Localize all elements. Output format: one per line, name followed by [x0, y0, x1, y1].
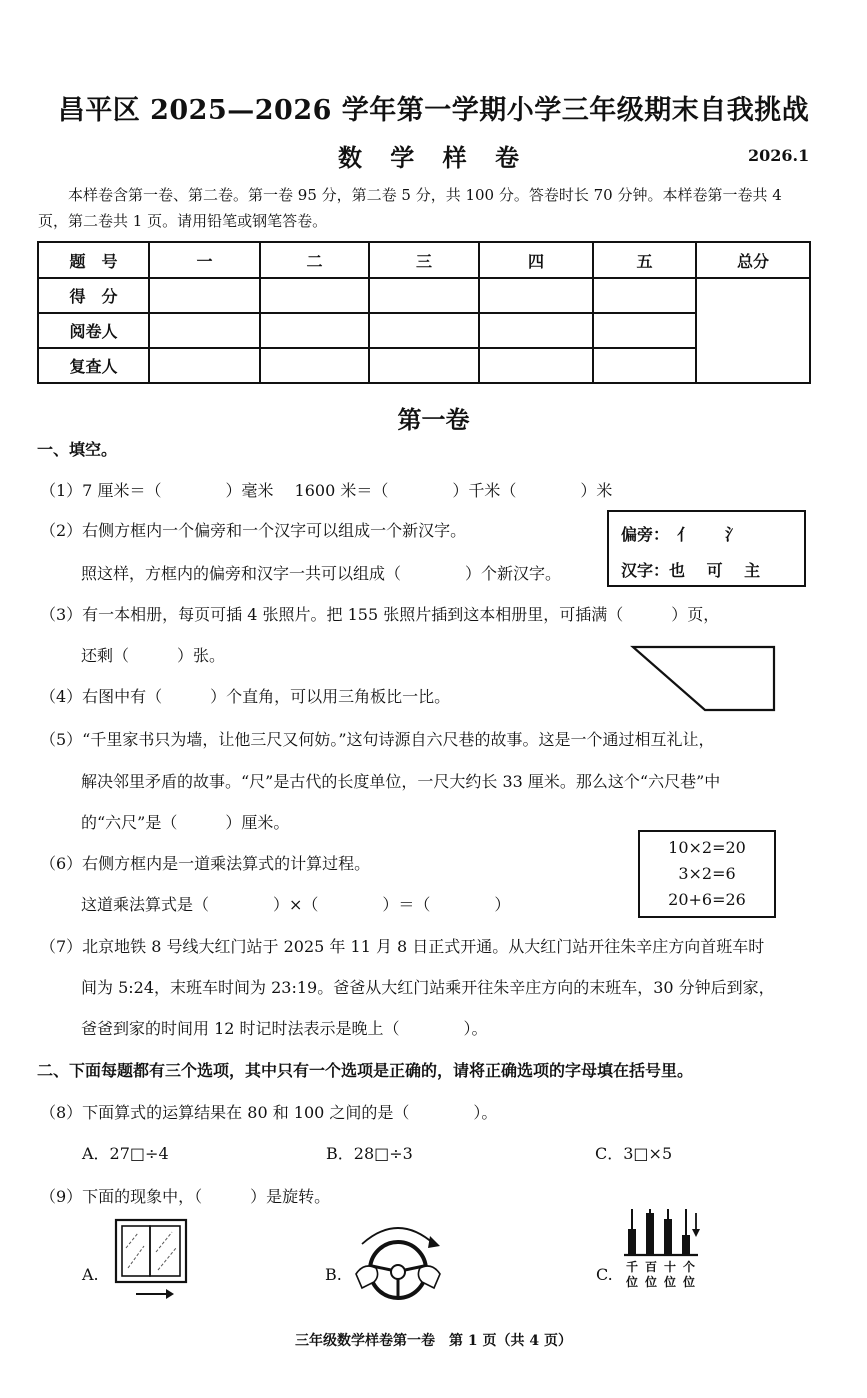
steering-wheel-image [348, 1218, 448, 1308]
header-question-number: 题 号 [38, 242, 149, 278]
question-5-line2: 解决邻里矛盾的故事。“尺”是古代的长度单位，一尺大约长 33 厘米。那么这个“六尺巷”中 [81, 772, 721, 791]
label-hundreds: 百 [645, 1260, 665, 1274]
question-8: （8）下面算式的运算结果在 80 和 100 之间的是（ ）。 [40, 1103, 498, 1122]
label-place: 位 [626, 1275, 646, 1289]
label-ones: 个 [683, 1260, 703, 1274]
option-9b-label[interactable]: B. [325, 1265, 342, 1284]
question-7-line3: 爸爸到家的时间用 12 时记时法表示是晚上（ ）。 [81, 1019, 488, 1038]
row-reviewer: 复查人 [38, 348, 149, 383]
score-table [37, 241, 811, 384]
exam-intro: 本样卷含第一卷、第二卷。第一卷 95 分，第二卷 5 分，共 100 分。答卷时长 70 分钟。本样卷第一卷共 4 页，第二卷共 1 页。请用铅笔或钢笔答卷。 [38, 186, 782, 230]
header-total: 总分 [696, 242, 810, 278]
label-thousands: 千 [626, 1260, 646, 1274]
exam-title: 昌平区 2025—2026 学年第一学期小学三年级期末自我挑战 [57, 95, 810, 126]
question-7-line1: （7）北京地铁 8 号线大红门站于 2025 年 11 月 8 日正式开通。从大红门站开往朱辛庄方向首班车时 [40, 937, 765, 956]
reviewer-cell[interactable] [593, 348, 696, 383]
page-footer: 三年级数学样卷第一卷 第 1 页（共 4 页） [295, 1333, 572, 1349]
process-step: 10×2=20 [668, 838, 746, 857]
option-8b[interactable]: B．28□÷3 [326, 1144, 413, 1163]
grader-cell[interactable] [479, 313, 593, 348]
question-3-line2: 还剩（ ）张。 [81, 646, 226, 665]
question-1: （1）7 厘米＝（ ）毫米 1600 米＝（ ）千米（ ）米 [40, 481, 613, 500]
abacus-image [622, 1205, 712, 1261]
abacus-place-labels-bottom [626, 1273, 702, 1290]
score-cell[interactable] [369, 278, 479, 313]
exam-date: 2026.1 [748, 146, 810, 165]
question-4: （4）右图中有（ ）个直角，可以用三角板比一比。 [40, 687, 451, 706]
grader-cell[interactable] [369, 313, 479, 348]
option-8c[interactable]: C．3□×5 [595, 1144, 673, 1163]
radical-row: 偏旁： 亻 氵 [621, 525, 742, 544]
option-8a[interactable]: A．27□÷4 [82, 1144, 169, 1163]
grader-cell[interactable] [149, 313, 260, 348]
reviewer-cell[interactable] [149, 348, 260, 383]
label-place: 位 [645, 1275, 665, 1289]
question-2-line2: 照这样，方框内的偏旁和汉字一共可以组成（ ）个新汉字。 [81, 564, 562, 583]
question-9: （9）下面的现象中，（ ）是旋转。 [40, 1187, 331, 1206]
row-grader: 阅卷人 [38, 313, 149, 348]
section-2-title: 二、下面每题都有三个选项，其中只有一个选项是正确的，请将正确选项的字母填在括号里。 [37, 1061, 694, 1080]
score-cell[interactable] [260, 278, 369, 313]
character-row: 汉字：也 可 主 [621, 561, 761, 580]
question-7-line2: 间为 5:24，末班车时间为 23:19。爸爸从大红门站乘开往朱辛庄方向的末班车，30 分钟后到家， [81, 978, 775, 997]
question-2-line1: （2）右侧方框内一个偏旁和一个汉字可以组成一个新汉字。 [40, 521, 467, 540]
reviewer-cell[interactable] [260, 348, 369, 383]
process-step: 20+6=26 [668, 890, 746, 909]
question-5-line1: （5）“千里家书只为墙，让他三尺又何妨。”这句诗源自六尺巷的故事。这是一个通过相互礼让， [40, 730, 715, 749]
reviewer-cell[interactable] [369, 348, 479, 383]
exam-subtitle: 数 学 样 卷 [337, 143, 530, 172]
sliding-window-image [114, 1218, 194, 1308]
score-cell[interactable] [149, 278, 260, 313]
reviewer-cell[interactable] [479, 348, 593, 383]
header-section-3: 三 [369, 242, 479, 278]
grader-cell[interactable] [593, 313, 696, 348]
process-step: 3×2=6 [678, 864, 736, 883]
option-9a-label[interactable]: A. [82, 1265, 99, 1284]
trapezoid-figure [630, 644, 780, 714]
radical-character-box [607, 510, 806, 587]
label-place: 位 [683, 1275, 703, 1289]
row-score: 得 分 [38, 278, 149, 313]
label-place: 位 [664, 1275, 684, 1289]
label-tens: 十 [664, 1260, 684, 1274]
header-section-4: 四 [479, 242, 593, 278]
score-cell[interactable] [593, 278, 696, 313]
question-6-line2: 这道乘法算式是（ ）×（ ）＝（ ） [81, 895, 511, 914]
multiplication-process-box [638, 830, 776, 918]
question-3-line1: （3）有一本相册，每页可插 4 张照片。把 155 张照片插到这本相册里，可插满（ ）页， [40, 605, 720, 624]
question-5-line3: 的“六尺”是（ ）厘米。 [81, 813, 290, 832]
header-section-2: 二 [260, 242, 369, 278]
grader-cell[interactable] [260, 313, 369, 348]
volume-title: 第一卷 [397, 405, 470, 434]
option-9c-label[interactable]: C. [596, 1265, 613, 1284]
header-section-1: 一 [149, 242, 260, 278]
header-section-5: 五 [593, 242, 696, 278]
score-cell[interactable] [479, 278, 593, 313]
total-score-cell[interactable] [696, 278, 810, 383]
question-6-line1: （6）右侧方框内是一道乘法算式的计算过程。 [40, 854, 371, 873]
section-1-title: 一、填空。 [37, 440, 118, 459]
